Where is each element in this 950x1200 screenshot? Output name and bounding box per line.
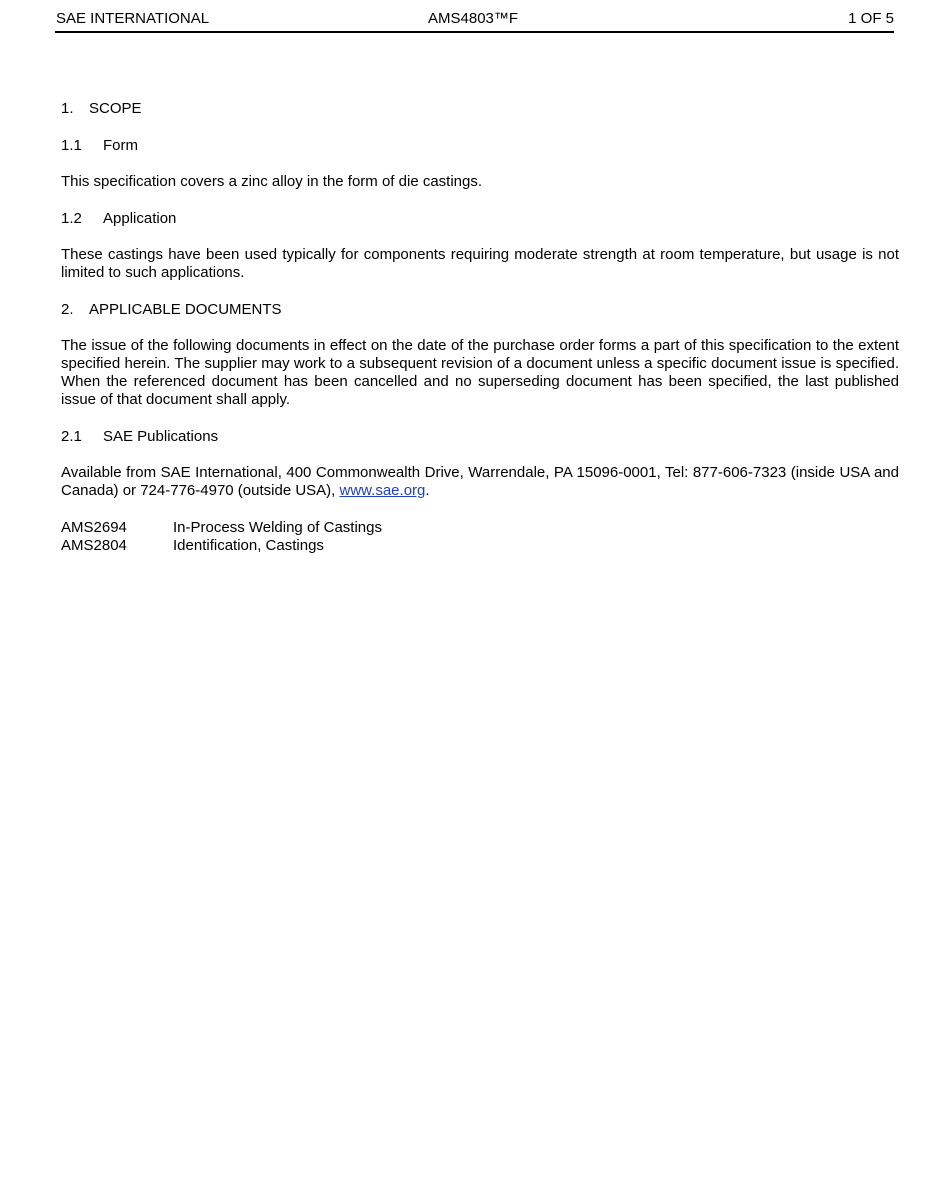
section-number: 2.1 (61, 427, 82, 445)
header-page-number: 1 OF 5 (848, 10, 894, 27)
applicable-documents-paragraph: The issue of the following documents in effect on the date of the purchase order forms a part of this specification to the extent specified herein. The supplier may work to a subsequent revision of a document unless a specific document issue is specified. When the referenced document has been cancelled and no superseding document has been specified, the last published issue of that document shall apply. (61, 337, 899, 408)
page-header (55, 9, 894, 33)
section-number: 1.1 (61, 136, 82, 154)
reference-row (61, 537, 899, 555)
section-title: SCOPE (89, 100, 142, 117)
section-title: SAE Publications (103, 427, 219, 445)
form-paragraph: This specification covers a zinc alloy in the form of die castings. (61, 173, 483, 190)
reference-title: Identification, Castings (173, 536, 324, 554)
section-1-2-heading (61, 210, 899, 228)
reference-title: In-Process Welding of Castings (173, 518, 382, 536)
section-number: 1. (61, 100, 74, 117)
availability-text: Available from SAE International, 400 Commonwealth Drive, Warrendale, PA 15096-0001, Tel: 877-606-7323 (inside USA and Canada) or 724-776-4970 (outside USA), (61, 464, 899, 499)
section-2-1-heading (61, 428, 899, 446)
reference-code: AMS2804 (61, 536, 127, 554)
section-title: Application (103, 209, 177, 227)
section-2-heading (61, 301, 899, 319)
reference-code: AMS2694 (61, 518, 127, 536)
section-1-1-heading (61, 137, 899, 155)
header-organization: SAE INTERNATIONAL (56, 10, 210, 27)
reference-row (61, 519, 899, 537)
section-number: 1.2 (61, 209, 82, 227)
sae-publications-paragraph (61, 464, 899, 500)
application-paragraph: These castings have been used typically for components requiring moderate strength at room temperature, but usage is not limited to such applications. (61, 246, 899, 281)
header-document-number: AMS4803™F (428, 10, 519, 27)
section-title: APPLICABLE DOCUMENTS (89, 300, 282, 318)
section-number: 2. (61, 300, 74, 318)
document-body (61, 100, 899, 555)
link-trailing-period: . (425, 482, 430, 499)
section-title: Form (103, 136, 138, 154)
sae-website-link[interactable]: www.sae.org (339, 482, 426, 499)
section-1-heading (61, 100, 899, 118)
